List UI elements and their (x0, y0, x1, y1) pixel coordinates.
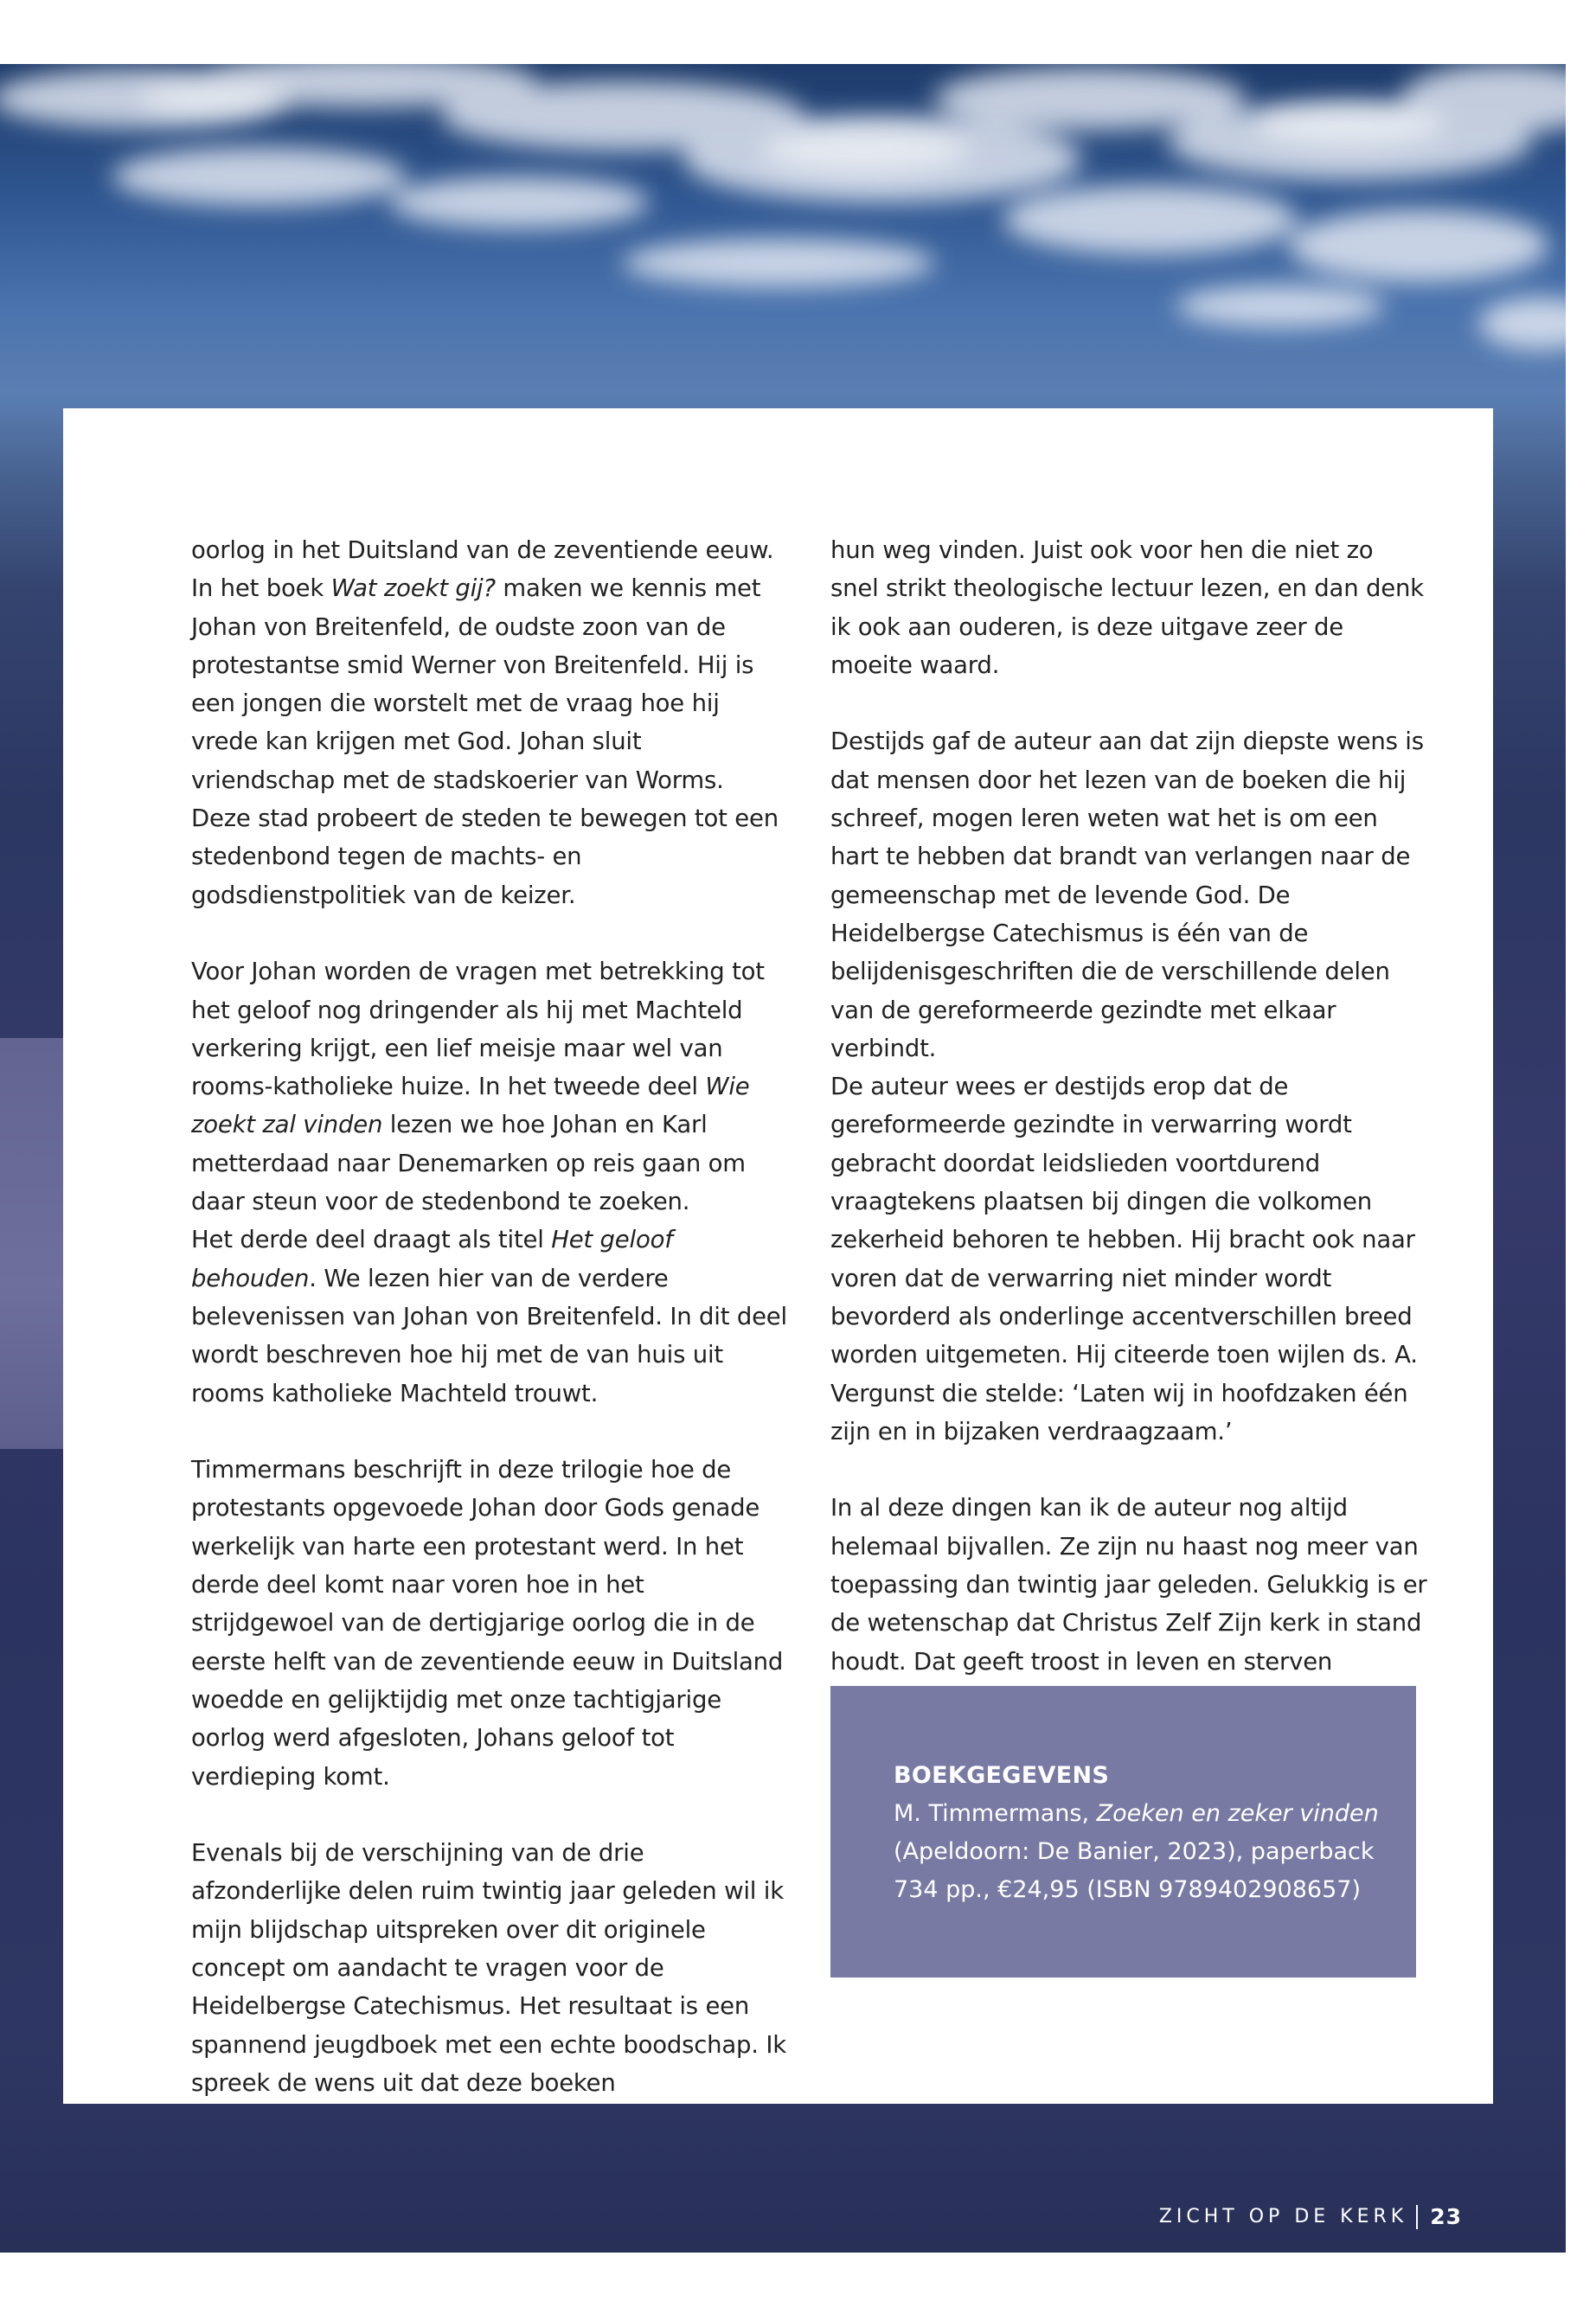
magazine-name: ZICHT OP DE KERK (1158, 2206, 1408, 2227)
paragraph: De auteur wees er destijds erop dat de gereformeerde gezindte in verwarring wordt gebracht doordat leidslieden voortdurend vraagtekens plaatsen bij dingen die volkomen zekerheid behoren te hebben. Hij bracht ook naar voren dat de verwarring niet minder wordt bevorderd als onderlinge accentverschillen breed worden uitgemeten. Hij citeerde toen wijlen ds. A. Vergunst die stelde: ‘Laten wij in hoofdzaken één zijn en in bijzaken verdraagzaam.’ (830, 1073, 1418, 1445)
book-details-box (830, 1686, 1416, 1977)
book-title-wat-zoekt-gij: Wat zoekt gij? (330, 574, 496, 603)
text-run: maken we kennis met Johan von Breitenfeld, de oudste zoon van de protestantse smid Werner von Breitenfeld. Hij is een jongen die worstelt met de vraag hoe hij vrede kan krijgen met God. Johan sluit vriendschap met de stadskoerier van Worms. Deze stad probeert de steden te bewegen tot een stedenbond tegen de machts- en godsdienstpolitiek van de keizer. (191, 574, 779, 909)
article-column-right (830, 531, 1427, 1719)
footer-divider (1416, 2205, 1418, 2229)
paragraph: Evenals bij de verschijning van de drie afzonderlijke delen ruim twintig jaar geleden wil ik mijn blijdschap uitspreken over dit originele concept om aandacht te vragen voor de Heidelbergse Catechismus. Het resultaat is een spannend jeugdboek met een echte boodschap. Ik spreek de wens uit dat deze boeken (191, 1839, 787, 2097)
page-number: 23 (1430, 2204, 1462, 2229)
paragraph: Destijds gaf de auteur aan dat zijn diepste wens is dat mensen door het lezen van de boeken die hij schreef, mogen leren weten wat het is om een hart te hebben dat brandt van verlangen naar de gemeenschap met de levende God. De Heidelbergse Catechismus is één van de belijdenisgeschriften die de verschillende delen van de gereformeerde gezindte met elkaar verbindt. (830, 727, 1424, 1062)
paragraph: Timmermans beschrijft in deze trilogie hoe de protestants opgevoede Johan door Gods genade werkelijk van harte een protestant werd. In het derde deel komt naar voren hoe in het strijdgewoel van de dertigjarige oorlog die in de eerste helft van de zeventiende eeuw in Duitsland woedde en gelijktijdig met onze tachtigjarige oorlog werd afgesloten, Johans geloof tot verdieping komt. (191, 1456, 784, 1791)
text-run: lezen we hoe Johan en Karl metterdaad naar Denemarken op reis gaan om daar steun voor de stedenbond te zoeken. (191, 1111, 746, 1216)
book-author: M. Timmermans, (894, 1800, 1097, 1827)
paragraph: In al deze dingen kan ik de auteur nog altijd helemaal bijvallen. Ze zijn nu haast nog meer van toepassing dan twintig jaar geleden. Gelukkig is er de wetenschap dat Christus Zelf Zijn kerk in stand houdt. Dat geeft troost in leven en sterven (830, 1494, 1427, 1676)
book-publication-info: (Apeldoorn: De Banier, 2023), paperback 734 pp., €24,95 (ISBN 9789402908657) (894, 1838, 1375, 1903)
book-title: Zoeken en zeker vinden (1096, 1800, 1379, 1827)
article-column-left (191, 531, 788, 2140)
paragraph: hun weg vinden. Juist ook voor hen die niet zo snel strikt theologische lectuur lezen, en dan denk ik ook aan ouderen, is deze uitgave zeer de moeite waard. (830, 536, 1424, 679)
page-footer (1159, 2204, 1462, 2229)
book-details-heading: BOEKGEGEVENS (894, 1762, 1110, 1789)
paragraph (191, 952, 788, 1221)
book-title-het-geloof: Het geloof behouden (191, 1226, 673, 1292)
text-run: Het derde deel draagt als titel (191, 1226, 552, 1254)
text-run: oorlog in het Duitsland van de zeventiende eeuw. In het boek (191, 536, 774, 603)
book-details-text (894, 1795, 1381, 1909)
text-run: . We lezen hier van de verdere belevenissen van Johan von Breitenfeld. In dit deel wordt beschreven hoe hij met de van huis uit rooms katholieke Machteld trouwt. (191, 1264, 787, 1407)
paragraph (191, 1221, 788, 1412)
paragraph (191, 531, 788, 914)
text-run: Voor Johan worden de vragen met betrekking tot het geloof nog dringender als hij met Machteld verkering krijgt, een lief meisje maar wel van rooms-katholieke huize. In het tweede deel (191, 958, 765, 1101)
book-title-wie-zoekt: Wie zoekt zal vinden (191, 1073, 750, 1139)
